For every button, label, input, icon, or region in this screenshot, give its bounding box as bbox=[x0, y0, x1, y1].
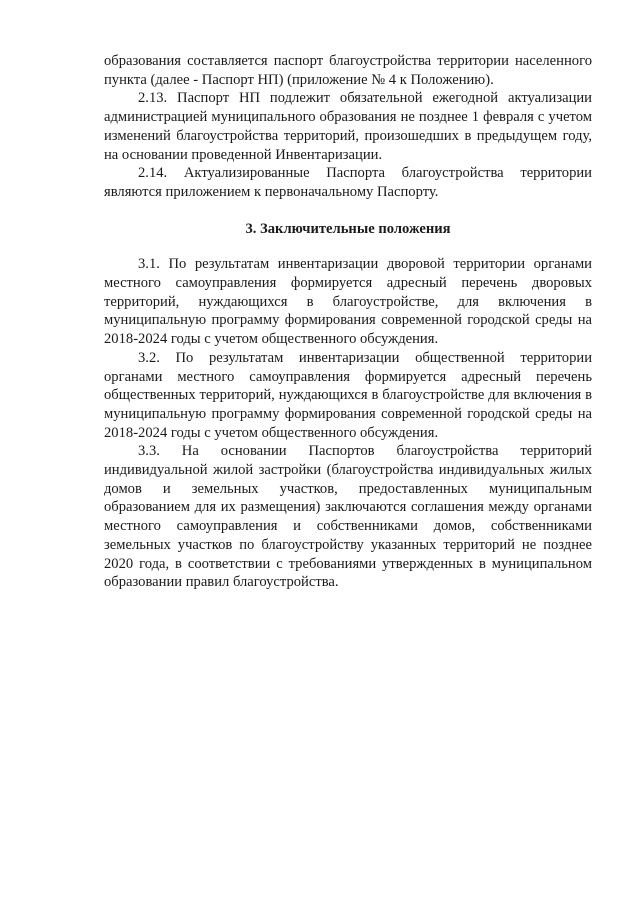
paragraph-2-14: 2.14. Актуализированные Паспорта благоустройства территории являются приложением к первоначальному Паспорту. bbox=[104, 165, 592, 200]
paragraph-3-2: 3.2. По результатам инвентаризации общественной территории органами местного самоуправления формируется адресный перечень общественных территорий, нуждающихся в благоустройстве для включения в муниципальную программу формирования современной городской среды на 2018-2024 годы с учетом общественного обсуждения. bbox=[104, 349, 592, 441]
paragraph-3-1: 3.1. По результатам инвентаризации дворовой территории органами местного самоуправления формируется адресный перечень дворовых территорий, нуждающихся в благоустройстве, для включения в муниципальную программу формирования современной городской среды на 2018-2024 годы с учетом общественного обсуждения. bbox=[104, 256, 592, 348]
document-body bbox=[104, 52, 592, 592]
paragraph-3-3: 3.3. На основании Паспортов благоустройства территорий индивидуальной жилой застройки (благоустройства индивидуальных жилых домов и земельных участков, предоставленных муниципальным образованием для их размещения) заключаются соглашения между органами местного самоуправления и собственниками домов, собственниками земельных участков по благоустройству указанных территорий не позднее 2020 года, в соответствии с требованиями утвержденных в муниципальном образовании правил благоустройства. bbox=[104, 443, 592, 591]
paragraph-continuation: образования составляется паспорт благоустройства территории населенного пункта (далее - Паспорт НП) (приложение № 4 к Положению). bbox=[104, 53, 592, 88]
section-heading: 3. Заключительные положения bbox=[245, 220, 451, 237]
paragraph-2-13: 2.13. Паспорт НП подлежит обязательной ежегодной актуализации администрацией муниципального образования не позднее 1 февраля с учетом изменений благоустройства территорий, произошедших в предыдущем году, на основании проведенной Инвентаризации. bbox=[104, 90, 592, 163]
